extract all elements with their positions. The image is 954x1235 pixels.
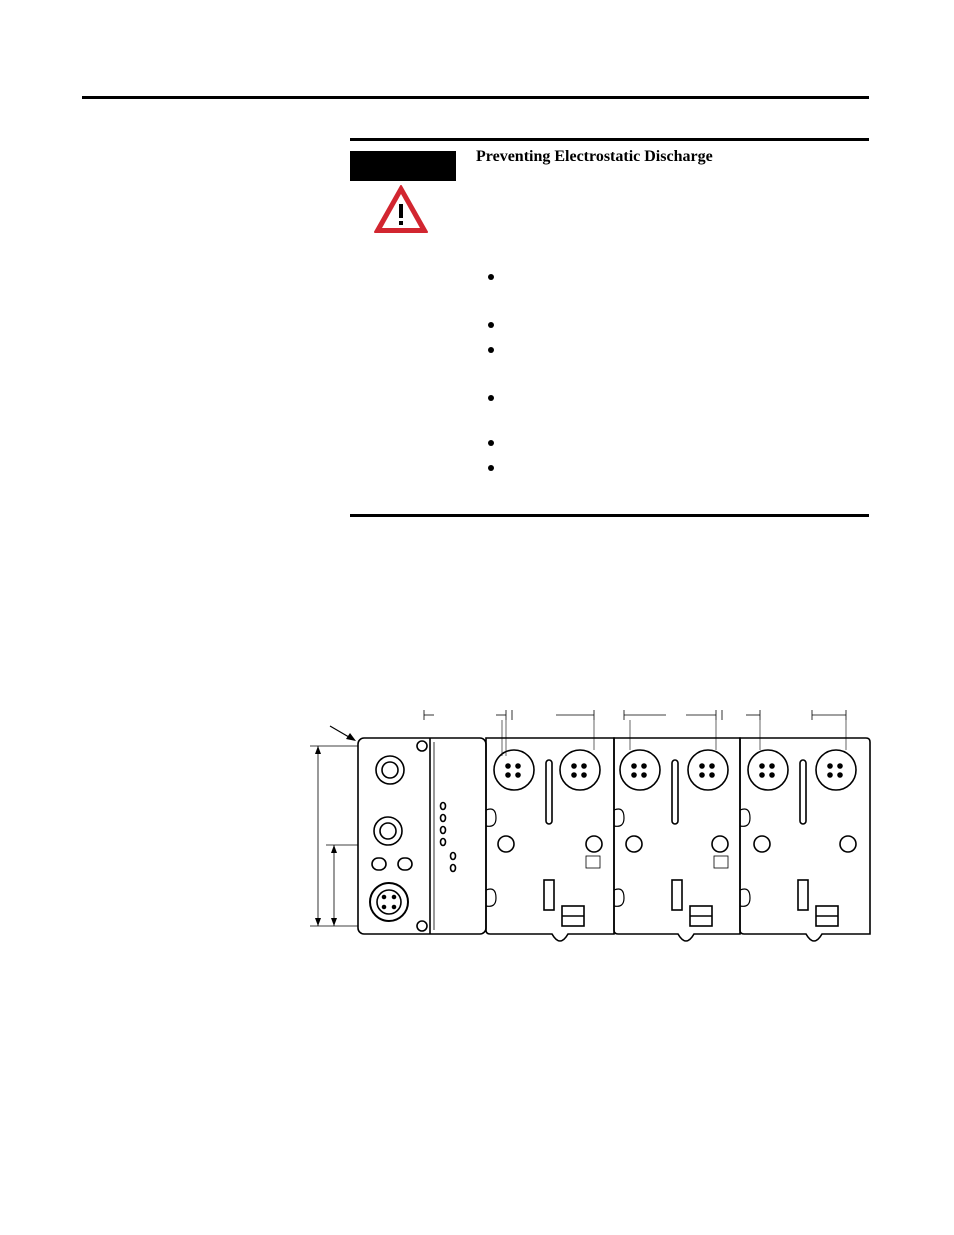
list-item — [488, 395, 496, 403]
attention-box-bottom-rule — [350, 514, 869, 517]
list-item — [488, 274, 496, 282]
dimension-height — [310, 746, 358, 926]
list-item — [488, 440, 496, 448]
list-item — [488, 347, 496, 355]
attention-box-top-rule — [350, 138, 869, 141]
list-item — [488, 322, 496, 330]
attention-badge — [350, 151, 456, 181]
io-module-1 — [486, 738, 614, 941]
attention-title: Preventing Electrostatic Discharge — [476, 148, 713, 165]
header-rule — [82, 96, 869, 99]
warning-triangle-icon — [372, 183, 430, 235]
callout-arrow — [330, 726, 356, 741]
dimension-pitch — [424, 710, 846, 756]
adapter-module — [358, 738, 486, 934]
module-assembly-diagram — [300, 700, 872, 962]
io-module-2 — [614, 738, 740, 941]
list-item — [488, 465, 496, 473]
io-module-3 — [740, 738, 870, 941]
